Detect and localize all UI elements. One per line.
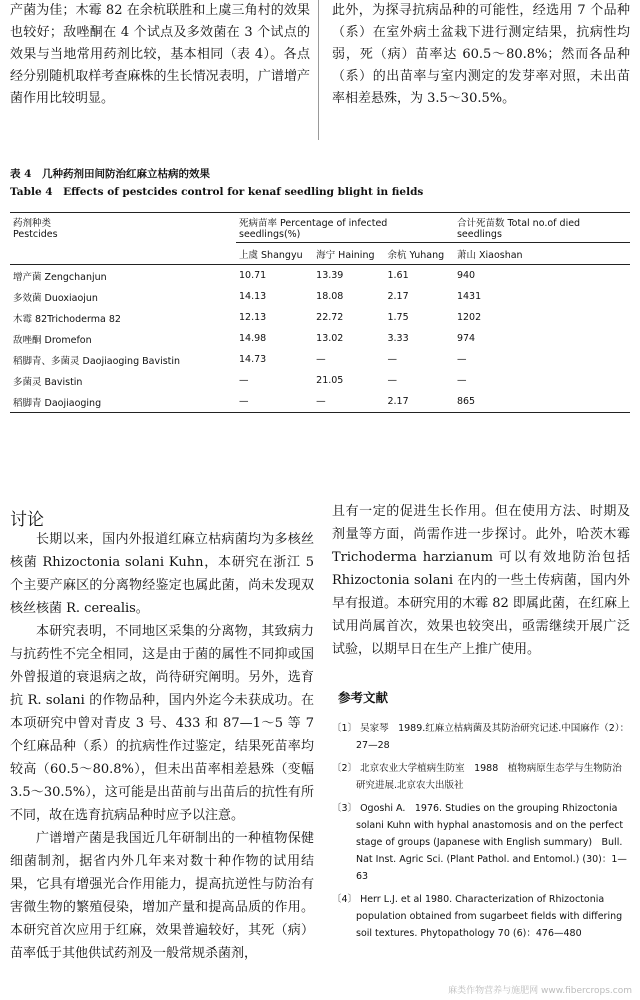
table-row: 多菌灵 Bavistin — 21.05 — — bbox=[13, 375, 467, 388]
discussion-paragraph: 长期以来，国内外报道红麻立枯病菌均为多核丝核菌 Rhizoctonia solani Kuhn，本研究在浙江 5 个主要产麻区的分离物经鉴定也属此菌，尚未发现双核丝核菌 R. cerealis。 bbox=[10, 532, 314, 616]
watermark: 麻类作物营养与施肥网 www.fibercrops.com bbox=[448, 986, 632, 996]
table-row: 稻脚青 Daojiaoging — — 2.17 865 bbox=[10, 391, 630, 413]
subheader-shangyu: 上虞 Shangyu bbox=[239, 249, 303, 261]
table-row: 增产菌 Zengchanjun 10.71 13.39 1.61 940 bbox=[13, 270, 476, 283]
reference-item: 〔3〕 Ogoshi A. 1976. Studies on the grouping Rhizoctonia solani Kuhn with hyphal anastomosis and on the perfect stage of groups (Japanese with English summary) Bull. Nat Inst. Agric Sci. (Plant Pathol. and Entomol.) (30)：1—63 bbox=[332, 803, 627, 882]
table-row: 稻脚青、多菌灵 Daojiaoging Bavistin 14.73 — — — bbox=[13, 354, 467, 367]
table-caption-cn: 表 4 几种药剂田间防治红麻立枯病的效果 bbox=[10, 168, 210, 180]
header-total: 合计死苗数 Total no.of died seedlings bbox=[454, 213, 630, 243]
reference-item: 〔1〕 吴家琴 1989.红麻立枯病菌及其防治研究记述.中国麻作（2）：27—28 bbox=[332, 723, 630, 751]
discussion-paragraph: 广谱增产菌是我国近几年研制出的一种植物保健细菌制剂，据省内外几年来对数十种作物的试用结果，它具有增强光合作用能力，提高抗逆性与防治有害微生物的繁殖侵染，增加产量和提高品质的作用。本研究首次应用于红麻，效果普遍较好，其死（病）苗率低于其他供试药剂及一般常规杀菌剂， bbox=[10, 831, 314, 961]
table-caption-en: Table 4 Effects of pestcides control for kenaf seedling blight in fields bbox=[10, 186, 424, 198]
column-divider bbox=[318, 0, 319, 140]
discussion-right-column bbox=[332, 500, 630, 661]
header-pesticide: 药剂种类 Pestcides bbox=[13, 218, 58, 241]
discussion-paragraph: 且有一定的促进生长作用。但在使用方法、时期及剂量等方面，尚需作进一步探讨。此外，哈茨木霉 Trichoderma harzianum 可以有效地防治包括 Rhizoctonia solani 在内的一些土传病菌，国内外早有报道。本研究用的木霉 82 即属此菌，在红麻上试用尚属首次，效果也较突出，亟需继续开展广泛试验，以期早日在生产上推广使用。 bbox=[332, 504, 630, 657]
reference-item: 〔2〕 北京农业大学植病生防室 1988 植物病原生态学与生物防治研究进展.北京农大出版社 bbox=[332, 763, 622, 791]
section-title: 讨论 bbox=[10, 510, 44, 530]
discussion-left-column bbox=[10, 528, 314, 965]
table-row: 敌唑酮 Dromefon 14.98 13.02 3.33 974 bbox=[13, 333, 476, 346]
discussion-paragraph: 本研究表明，不同地区采集的分离物，其致病力与抗药性不完全相同，这是由于菌的属性不同抑或国外曾报道的衰退病之故，尚待研究阐明。另外，选育抗 R. solani 的作物品种，国内外迄今未获成功。在本项研究中曾对青皮 3 号、433 和 87—1～5 等 7 个红麻品种（系）的抗病性作过鉴定，结果死苗率均较高（60.5～80.8%），但未出苗率相差悬殊（变幅 3.5～30.5%），这可能是出苗前与出苗后的抗性有所不同，故在选育抗病品种时应予以注意。 bbox=[10, 624, 314, 823]
references-title: 参考文献 bbox=[338, 690, 389, 705]
reference-item: 〔4〕 Herr L.J. et al 1980. Characterization of Rhizoctonia population obtained from sugarbeet fields with differing soil textures. Phytopathology 70 (6)：476—480 bbox=[332, 894, 623, 939]
subheader-haining: 海宁 Haining bbox=[316, 249, 375, 261]
table-row: 多效菌 Duoxiaojun 14.13 18.08 2.17 1431 bbox=[13, 291, 482, 304]
subheader-yuhang: 余杭 Yuhang bbox=[387, 249, 445, 261]
effects-table bbox=[10, 212, 630, 413]
top-right-paragraph: 此外，为探寻抗病品种的可能性，经选用 7 个品种（系）在室外病土盆栽下进行测定结果，抗病性均弱，死（病）苗率达 60.5～80.8%；然而各品种（系）的出苗率与室内测定的发芽率对照，未出苗率相差悬殊，为 3.5～30.5%。 bbox=[332, 3, 630, 106]
subheader-xiaoshan: 萧山 Xiaoshan bbox=[456, 249, 523, 261]
table-row: 木霉 82Trichoderma 82 12.13 22.72 1.75 1202 bbox=[13, 312, 482, 325]
top-left-paragraph: 产菌为佳；木霉 82 在余杭联胜和上虞三角村的效果也较好；敌唑酮在 4 个试点及多效菌在 3 个试点的效果与当地常用药剂比较，基本相同（表 4）。各点经分别随机取样考查麻株的生长情况表明，广谱增产菌作用比较明显。 bbox=[10, 3, 310, 106]
header-rate: 死病苗率 Percentage of infected seedlings(%) bbox=[236, 213, 454, 243]
references-list bbox=[332, 720, 630, 948]
